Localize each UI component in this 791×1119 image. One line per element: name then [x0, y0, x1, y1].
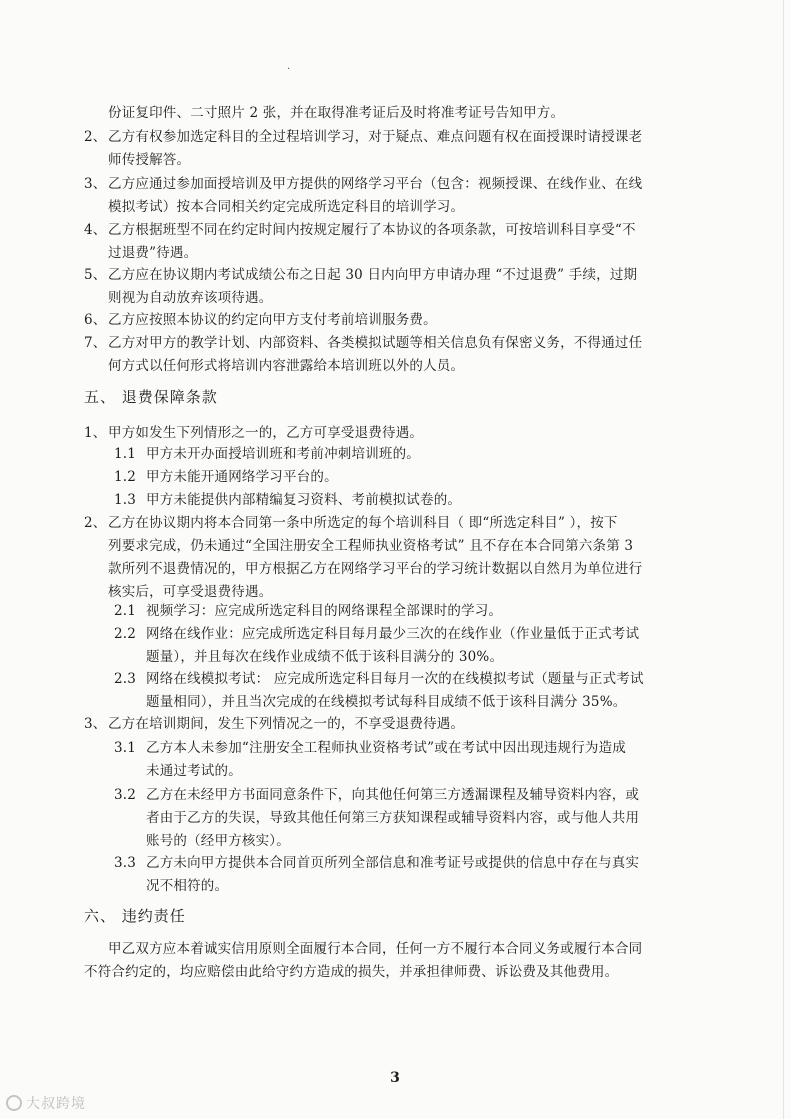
watermark — [6, 1093, 86, 1113]
subitem-number: 1.2 — [114, 469, 137, 485]
item-line: 乙方应按照本协议的约定向甲方支付考前培训服务费。 — [108, 312, 437, 328]
scan-mark: · — [287, 64, 291, 75]
section5-subitem-3-2 — [114, 784, 724, 853]
subitem-line: 账号的（经甲方核实）。 — [146, 833, 290, 849]
item-number: 3、 — [84, 716, 107, 732]
item-line: 甲方如发生下列情形之一的，乙方可享受退费待遇。 — [108, 425, 424, 441]
item-number: 5、 — [84, 267, 107, 283]
subitem-line: 题量相同），并且当次完成的在线模拟考试每科目成绩不低于该科目满分 35%。 — [146, 694, 627, 710]
item-line: 师传授解答。 — [108, 152, 191, 168]
item-number: 6、 — [84, 312, 107, 328]
subitem-line: 乙方在未经甲方书面同意条件下，向其他任何第三方透漏课程及辅导资料内容，或 — [146, 787, 640, 803]
item-line: 乙方应通过参加面授培训及甲方提供的网络学习平台（包含：视频授课、在线作业、在线 — [108, 176, 643, 192]
section5-item-1 — [84, 422, 724, 445]
item-number: 4、 — [84, 222, 107, 238]
item-number: 7、 — [84, 335, 107, 351]
section4-item-6 — [84, 309, 724, 332]
subitem-number: 3.1 — [114, 740, 137, 756]
subitem-line: 视频学习：应完成所选定科目的网络课程全部课时的学习。 — [146, 603, 503, 619]
page-edge — [783, 0, 784, 1119]
section4-item-2 — [84, 126, 724, 172]
item-line: 何方式以任何形式将培训内容泄露给本培训班以外的人员。 — [108, 358, 465, 374]
subitem-line: 未通过考试的。 — [146, 763, 242, 779]
subitem-number: 3.2 — [114, 787, 137, 803]
subitem-number: 2.2 — [114, 626, 137, 642]
item-line: 乙方对甲方的教学计划、内部资料、各类模拟试题等相关信息负有保密义务，不得通过任 — [108, 335, 643, 351]
item-line: 乙方有权参加选定科目的全过程培训学习，对于疑点、难点问题有权在面授课时请授课老 — [108, 129, 643, 145]
item-number: 3、 — [84, 176, 107, 192]
section4-intro-continuation: 份证复印件、二寸照片 2 张，并在取得准考证后及时将准考证号告知甲方。 — [108, 105, 565, 121]
section4-item-5 — [84, 264, 724, 310]
item-line: 过退费”待遇。 — [108, 245, 198, 261]
item-line: 乙方在培训期间，发生下列情况之一的，不享受退费待遇。 — [108, 716, 465, 732]
section5-subitem-1-3 — [114, 489, 714, 512]
subitem-number: 3.3 — [114, 855, 137, 871]
subitem-line: 乙方本人未参加“注册安全工程师执业资格考试”或在考试中因出现违规行为造成 — [146, 740, 627, 756]
section5-heading: 五、 退费保障条款 — [84, 388, 218, 406]
item-line: 则视为自动放弃该项待遇。 — [108, 290, 273, 306]
item-number: 2、 — [84, 129, 107, 145]
page-number: 3 — [390, 1070, 400, 1086]
subitem-number: 2.3 — [114, 671, 137, 687]
subitem-line: 甲方未开办面授培训班和考前冲刺培训班的。 — [146, 446, 420, 462]
item-number: 1、 — [84, 425, 107, 441]
paragraph-line: 甲乙双方应本着诚实信用原则全面履行本合同，任何一方不履行本合同义务或履行本合同 — [108, 941, 643, 957]
subitem-line: 题量），并且每次在线作业成绩不低于该科目满分的 30%。 — [146, 649, 504, 665]
item-line: 乙方在协议期内将本合同第一条中所选定的每个培训科目（ 即“所选定科目” ），按下 — [108, 515, 618, 531]
subitem-line: 者由于乙方的失误，导致其他任何第三方获知课程或辅导资料内容，或与他人共用 — [146, 810, 640, 826]
subitem-number: 2.1 — [114, 603, 137, 619]
subitem-line: 网络在线模拟考试： 应完成所选定科目每月一次的在线模拟考试（题量与正式考试 — [146, 671, 644, 687]
subitem-line: 甲方未能提供内部精编复习资料、考前模拟试卷的。 — [146, 492, 462, 508]
item-line: 乙方应在协议期内考试成绩公布之日起 30 日内向甲方申请办理 “不过退费” 手续，过期 — [108, 267, 638, 283]
section5-subitem-2-3 — [114, 668, 724, 714]
section5-subitem-2-1 — [114, 600, 724, 623]
section4-item-4 — [84, 219, 724, 265]
section6-heading: 六、 违约责任 — [84, 907, 186, 925]
item-line: 模拟考试）按本合同相关约定完成所选定科目的培训学习。 — [108, 199, 465, 215]
section5-subitem-1-2 — [114, 466, 714, 489]
section5-subitem-1-1 — [114, 443, 714, 466]
section4-item-7 — [84, 332, 724, 378]
item-line: 核实后，可享受退费待遇。 — [108, 584, 273, 600]
subitem-line: 况不相符的。 — [146, 878, 229, 894]
watermark-text: 大叔跨境 — [26, 1096, 86, 1112]
section5-subitem-3-1 — [114, 737, 724, 783]
section5-subitem-2-2 — [114, 623, 724, 669]
subitem-number: 1.1 — [114, 446, 137, 462]
subitem-line: 甲方未能开通网络学习平台的。 — [146, 469, 338, 485]
subitem-line: 网络在线作业：应完成所选定科目每月最少三次的在线作业（作业量低于正式考试 — [146, 626, 640, 642]
subitem-line: 乙方未向甲方提供本合同首页所列全部信息和准考证号或提供的信息中存在与真实 — [146, 855, 640, 871]
item-line: 列要求完成，仍未通过“全国注册安全工程师执业资格考试” 且不存在本合同第六条第 3 — [108, 538, 634, 554]
section6-paragraph — [84, 938, 734, 984]
subitem-number: 1.3 — [114, 492, 137, 508]
section4-item-3 — [84, 173, 724, 219]
section5-item-2 — [84, 512, 724, 604]
watermark-logo-icon — [6, 1095, 22, 1111]
item-line: 乙方根据班型不同在约定时间内按规定履行了本协议的各项条款，可按培训科目享受“不 — [108, 222, 636, 238]
section5-item-3 — [84, 713, 724, 736]
paragraph-line: 不符合约定的，均应赔偿由此给守约方造成的损失，并承担律师费、诉讼费及其他费用。 — [84, 964, 619, 980]
section5-subitem-3-3 — [114, 852, 724, 898]
item-line: 款所列不退费情况的，甲方根据乙方在网络学习平台的学习统计数据以自然月为单位进行 — [108, 561, 643, 577]
item-number: 2、 — [84, 515, 107, 531]
